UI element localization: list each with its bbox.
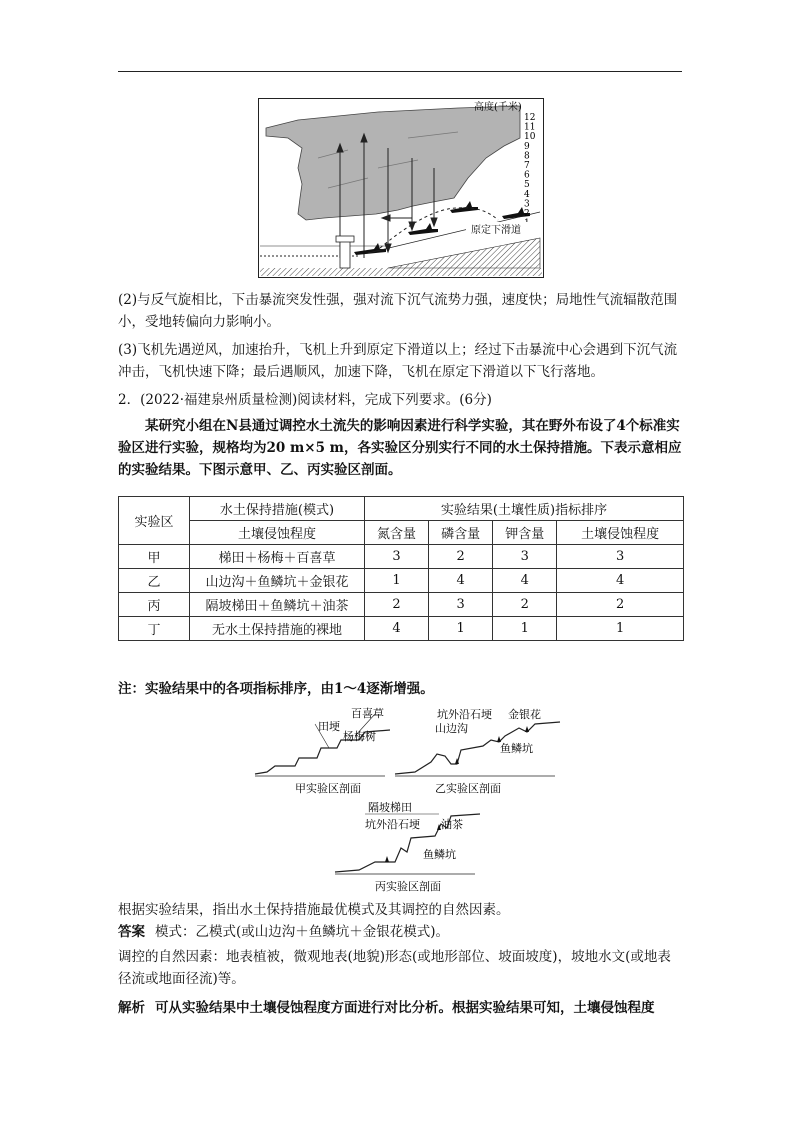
cell-measure: 山边沟＋鱼鳞坑＋金银花 — [190, 569, 365, 593]
cell-p: 3 — [429, 593, 493, 617]
profile-jia-figure — [255, 706, 395, 796]
experiment-table — [118, 496, 684, 641]
cell-measure: 梯田＋杨梅＋百喜草 — [190, 545, 365, 569]
label-yulinkeng: 鱼鳞坑 — [500, 742, 533, 755]
cell-p: 1 — [429, 617, 493, 641]
cell-n: 2 — [365, 593, 429, 617]
cell-p: 2 — [429, 545, 493, 569]
factors-text: 调控的自然因素：地表植被，微观地表(地貌)形态(或地形部位、坡面坡度)，坡地水文(或地表径流或地面径流)等。 — [118, 949, 671, 987]
cell-e: 4 — [557, 569, 684, 593]
altitude-tick-label: 9 — [524, 141, 530, 152]
caption-jia: 甲实验区剖面 — [295, 782, 361, 795]
cell-area: 丁 — [119, 617, 190, 641]
answer-text: 模式：乙模式(或山边沟＋鱼鳞坑＋金银花模式)。 — [155, 924, 450, 940]
header-measure: 水土保持措施(模式) — [190, 497, 365, 521]
cell-k: 4 — [493, 569, 557, 593]
cell-n: 1 — [365, 569, 429, 593]
table-note: 注：实验结果中的各项指标排序，由1～4逐渐增强。 — [118, 681, 434, 697]
cell-measure: 无水土保持措施的裸地 — [190, 617, 365, 641]
analysis-line — [118, 997, 684, 1019]
label-yulinkeng: 鱼鳞坑 — [423, 848, 456, 861]
label-yangmeishu: 杨梅树 — [343, 730, 376, 743]
cell-area: 丙 — [119, 593, 190, 617]
answer-part-3: (3)飞机先遇逆风，加速抬升，飞机上升到原定下滑道以上；经过下击暴流中心会遇到下沉气流冲击，飞机快速下降；最后遇顺风，加速下降，飞机在原定下滑道以下飞行落地。 — [118, 342, 678, 380]
cell-k: 3 — [493, 545, 557, 569]
altitude-tick-label: 4 — [524, 189, 530, 200]
altitude-tick-label: 10 — [524, 132, 536, 143]
altitude-tick-label: 11 — [524, 122, 536, 133]
header-result: 实验结果(土壤性质)指标排序 — [365, 497, 684, 521]
label-jinyinhua: 金银花 — [508, 708, 541, 721]
cell-n: 3 — [365, 545, 429, 569]
label-kengwai-shigeng: 坑外沿石埂 — [365, 818, 420, 831]
altitude-tick-label: 5 — [524, 180, 530, 191]
label-tiangeng: 田埂 — [318, 720, 340, 733]
altitude-tick-label: 3 — [524, 199, 530, 210]
question-2-title: 2．(2022·福建泉州质量检测)阅读材料，完成下列要求。(6分) — [118, 392, 492, 408]
question-text: 根据实验结果，指出水土保持措施最优模式及其调控的自然因素。 — [118, 902, 510, 918]
header-erosion: 土壤侵蚀程度 — [557, 521, 684, 545]
cell-n: 4 — [365, 617, 429, 641]
table-row — [119, 545, 684, 569]
answer-label: 答案 — [118, 924, 145, 940]
altitude-tick-label: 7 — [524, 161, 530, 171]
cell-area: 乙 — [119, 569, 190, 593]
table-row — [119, 593, 684, 617]
header-area: 实验区 — [119, 497, 190, 545]
caption-bing: 丙实验区剖面 — [375, 880, 441, 893]
header-erosion-left: 土壤侵蚀程度 — [190, 521, 365, 545]
profile-bing-figure — [335, 800, 485, 895]
downburst-figure — [258, 98, 544, 278]
analysis-text: 可从实验结果中土壤侵蚀程度方面进行对比分析。根据实验结果可知，土壤侵蚀程度 — [155, 1000, 655, 1016]
altitude-tick-label: 8 — [524, 151, 530, 162]
cell-measure: 隔坡梯田＋鱼鳞坑＋油茶 — [190, 593, 365, 617]
cell-area: 甲 — [119, 545, 190, 569]
altitude-tick-label: 6 — [524, 170, 530, 181]
cell-e: 1 — [557, 617, 684, 641]
label-youcha: 油茶 — [441, 818, 463, 831]
label-shanbiangou: 山边沟 — [435, 722, 468, 735]
profile-yi-figure — [395, 706, 565, 796]
glide-path-label: 原定下滑道 — [471, 225, 521, 236]
header-potassium: 钾含量 — [493, 521, 557, 545]
header-rule — [118, 71, 682, 72]
analysis-label: 解析 — [118, 1000, 145, 1016]
header-phosphorus: 磷含量 — [429, 521, 493, 545]
table-row — [119, 569, 684, 593]
altitude-tick-label: 2 — [524, 209, 530, 219]
caption-yi: 乙实验区剖面 — [435, 782, 501, 795]
header-nitrogen: 氮含量 — [365, 521, 429, 545]
cell-k: 2 — [493, 593, 557, 617]
label-kengwai-shigeng: 坑外沿石埂 — [437, 708, 492, 721]
altitude-tick-label: 12 — [524, 113, 536, 123]
answer-line — [118, 921, 684, 943]
table-row — [119, 617, 684, 641]
cell-k: 1 — [493, 617, 557, 641]
altitude-axis-title: 高度(千米) — [474, 102, 522, 113]
cell-e: 2 — [557, 593, 684, 617]
answer-part-2: (2)与反气旋相比，下击暴流突发性强，强对流下沉气流势力强，速度快；局地性气流辐散范围小，受地转偏向力影响小。 — [118, 292, 678, 330]
label-gepo-titian: 隔坡梯田 — [368, 801, 412, 814]
cell-p: 4 — [429, 569, 493, 593]
material-text: 某研究小组在N县通过调控水土流失的影响因素进行科学实验，其在野外布设了4个标准实验区进行实验，规格均为20 m×5 m，各实验区分别实行不同的水土保持措施。下表示意相应的实验结果。下图示意甲、乙、丙实验区剖面。 — [118, 418, 682, 478]
label-baixicao: 百喜草 — [351, 707, 384, 720]
cell-e: 3 — [557, 545, 684, 569]
